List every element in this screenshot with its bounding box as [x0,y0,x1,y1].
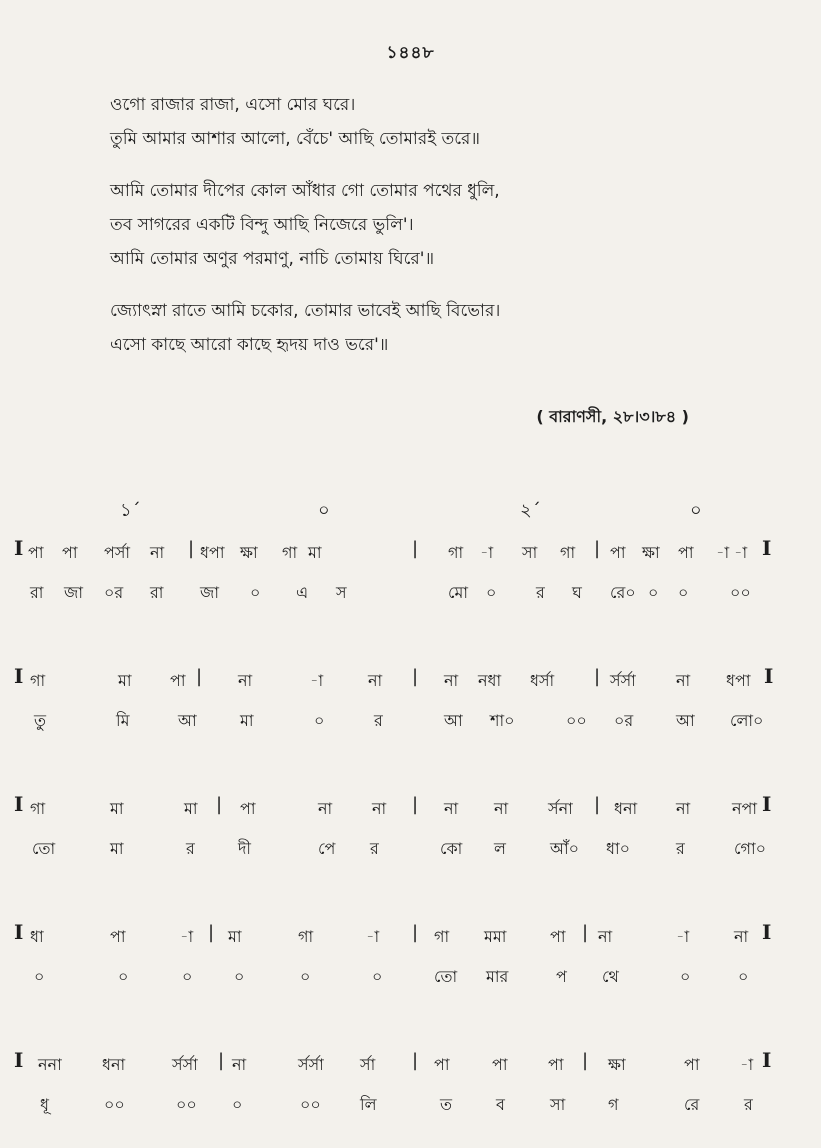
lyric-syllable: রে [684,1095,700,1114]
swara-note: ধনা [614,799,638,818]
bar-divider: | [582,1050,589,1071]
bar-divider: | [594,538,601,559]
lyric-syllable: ০ [486,583,497,602]
bar-divider: | [218,1050,225,1071]
swara-note: -া [734,543,748,562]
lyric-syllable: ০ [314,711,325,730]
place-date: ( বারাণসী, ২৮।৩।৮৪ ) [536,407,689,426]
swara-note: র্সা [360,1055,376,1074]
bar-divider: | [196,666,203,687]
swara-note: না [150,543,165,562]
swara-note: র্সর্সা [610,671,636,690]
swara-note: -া [480,543,494,562]
swara-note: গা [30,799,46,818]
bar-start-symbol: I [14,792,24,816]
swara-note: মা [184,799,198,818]
lyric-syllable: মো [448,583,469,602]
lyric-syllable: ০ [182,967,193,986]
swara-note: না [238,671,253,690]
swara-note: পা [170,671,186,690]
bar-divider: | [412,794,419,815]
lyric-syllable: তো [32,839,56,858]
bar-divider: | [216,794,223,815]
swara-note: -া [366,927,380,946]
lyric-syllable: ০ [232,1095,243,1114]
tala-mark: ২´ [520,500,541,521]
lyric-syllable: মার [486,967,509,986]
swara-note: না [494,799,509,818]
tala-mark: ০ [318,500,330,521]
swara-note: না [368,671,383,690]
swara-note: গা [434,927,450,946]
lyric-syllable: র [186,839,195,858]
bar-divider: | [412,666,419,687]
lyric-syllable: তু [34,711,47,730]
lyric-syllable: র [536,583,545,602]
lyric-syllable: ০ [34,967,45,986]
tala-mark: ০ [690,500,702,521]
swara-note: না [676,671,691,690]
bar-start-symbol: I [14,1048,24,1072]
lyric-syllable: ০০ [566,711,587,730]
poem-line: জ্যোৎস্না রাতে আমি চকোর, তোমার ভাবেই আছি বিভোর। [110,301,501,321]
swara-note: না [372,799,387,818]
bar-divider: | [594,794,601,815]
bar-start-symbol: I [14,664,24,688]
lyric-syllable: ব [496,1095,505,1114]
swara-note: না [444,671,459,690]
lyric-syllable: জা [200,583,219,602]
swara-note: পা [28,543,44,562]
swara-note: পা [110,927,126,946]
lyric-syllable: মি [116,711,130,730]
bar-divider: | [412,538,419,559]
swara-note: গা [448,543,464,562]
lyric-syllable: র [374,711,383,730]
bar-end-symbol: I [762,536,772,560]
lyric-syllable: প [556,967,567,986]
swara-note: না [318,799,333,818]
swara-note: -া [740,1055,754,1074]
swara-note: গা [282,543,298,562]
lyric-syllable: আঁ০ [550,839,580,858]
swara-note: ধপা [726,671,751,690]
lyric-syllable: সা [550,1095,566,1114]
swara-note: পা [492,1055,508,1074]
lyric-syllable: ০০ [300,1095,321,1114]
poem-line: তুমি আমার আশার আলো, বেঁচে' আছি তোমারই তরে॥ [110,129,480,149]
swara-note: ধর্সা [530,671,555,690]
swara-note: ধনা [102,1055,126,1074]
lyric-syllable: র [370,839,379,858]
bar-end-symbol: I [764,664,774,688]
bar-divider: | [208,922,215,943]
bar-divider: | [412,1050,419,1071]
lyric-syllable: দী [238,839,251,858]
lyric-syllable: আ [178,711,197,730]
swara-note: না [598,927,613,946]
lyric-syllable: শা০ [490,711,515,730]
lyric-syllable: রে০ [610,583,636,602]
lyric-syllable: ধূ [40,1095,49,1114]
swara-note: গা [30,671,46,690]
lyric-syllable: কো [440,839,463,858]
lyric-syllable: জা [64,583,83,602]
lyric-syllable: রা [150,583,164,602]
lyric-syllable: স [336,583,347,602]
lyric-syllable: লো০ [730,711,764,730]
lyric-syllable: গো০ [734,839,767,858]
swara-note: পা [550,927,566,946]
lyric-syllable: মা [240,711,254,730]
lyric-syllable: ০র [614,711,634,730]
swara-note: র্সর্সা [298,1055,324,1074]
swara-note: পা [548,1055,564,1074]
lyric-syllable: র [744,1095,753,1114]
swara-note: ক্ষা [608,1055,626,1074]
swara-note: নপা [732,799,758,818]
swara-note: না [734,927,749,946]
swara-note: মা [308,543,322,562]
lyric-syllable: ০ [300,967,311,986]
swara-note: মা [110,799,124,818]
lyric-syllable: রা [30,583,44,602]
bar-start-symbol: I [14,536,24,560]
swara-note: পা [678,543,694,562]
lyric-syllable: ০ [118,967,129,986]
swara-note: ননা [38,1055,62,1074]
bar-end-symbol: I [762,920,772,944]
lyric-syllable: ল [494,839,506,858]
page-number: ১৪৪৮ [386,43,435,63]
swara-note: পা [684,1055,700,1074]
swara-note: না [232,1055,247,1074]
swara-note: ধা [30,927,44,946]
swara-note: নধা [478,671,502,690]
swara-note: মমা [484,927,507,946]
lyric-syllable: ঘ [572,583,582,602]
poem-line: আমি তোমার অণুর পরমাণু, নাচি তোমায় ঘিরে'॥ [110,249,435,269]
lyric-syllable: ০ [738,967,749,986]
lyric-syllable: আ [444,711,463,730]
lyric-syllable: মা [110,839,124,858]
lyric-syllable: ০ [234,967,245,986]
swara-note: পর্সা [104,543,131,562]
bar-divider: | [188,538,195,559]
swara-note: ক্ষা [642,543,660,562]
poem-line: ওগো রাজার রাজা, এসো মোর ঘরে। [110,95,356,115]
bar-start-symbol: I [14,920,24,944]
lyric-syllable: ০০ [730,583,751,602]
lyric-syllable: ০ [250,583,261,602]
swara-note: ক্ষা [240,543,258,562]
lyric-syllable: আ [676,711,695,730]
swara-note: গা [298,927,314,946]
swara-note: -া [716,543,730,562]
swara-note: পা [610,543,626,562]
bar-end-symbol: I [762,792,772,816]
bar-divider: | [582,922,589,943]
tala-mark: ১´ [120,500,141,521]
swara-note: -া [676,927,690,946]
swara-note: না [444,799,459,818]
poem-line: আমি তোমার দীপের কোল আঁধার গো তোমার পথের ধুলি, [110,181,500,201]
swara-note: না [676,799,691,818]
lyric-syllable: র [676,839,685,858]
swara-note: সা [522,543,538,562]
lyric-syllable: তো [434,967,458,986]
swara-note: -া [310,671,324,690]
swara-note: পা [240,799,256,818]
lyric-syllable: এ [296,583,309,602]
lyric-syllable: ০ [648,583,659,602]
lyric-syllable: পে [318,839,336,858]
lyric-syllable: ০ [678,583,689,602]
swara-note: মা [118,671,132,690]
lyric-syllable: ০ [372,967,383,986]
lyric-syllable: ০র [104,583,124,602]
swara-note: পা [434,1055,450,1074]
lyric-syllable: গ [608,1095,619,1114]
lyric-syllable: ০ [680,967,691,986]
swara-note: পা [62,543,78,562]
swara-note: র্সনা [548,799,573,818]
lyric-syllable: থে [602,967,619,986]
lyric-syllable: ০০ [104,1095,125,1114]
lyric-syllable: ত [440,1095,453,1114]
swara-note: মা [228,927,242,946]
lyric-syllable: লি [360,1095,377,1114]
swara-note: ধপা [200,543,225,562]
swara-note: র্সর্সা [172,1055,198,1074]
bar-divider: | [594,666,601,687]
lyric-syllable: ধা০ [606,839,631,858]
swara-note: গা [560,543,576,562]
poem-line: তব সাগরের একটি বিন্দু আছি নিজেরে ভুলি'। [110,215,414,235]
bar-end-symbol: I [762,1048,772,1072]
lyric-syllable: ০০ [176,1095,197,1114]
bar-divider: | [412,922,419,943]
poem-line: এসো কাছে আরো কাছে হৃদয় দাও ভরে'॥ [110,335,389,355]
swara-note: -া [180,927,194,946]
